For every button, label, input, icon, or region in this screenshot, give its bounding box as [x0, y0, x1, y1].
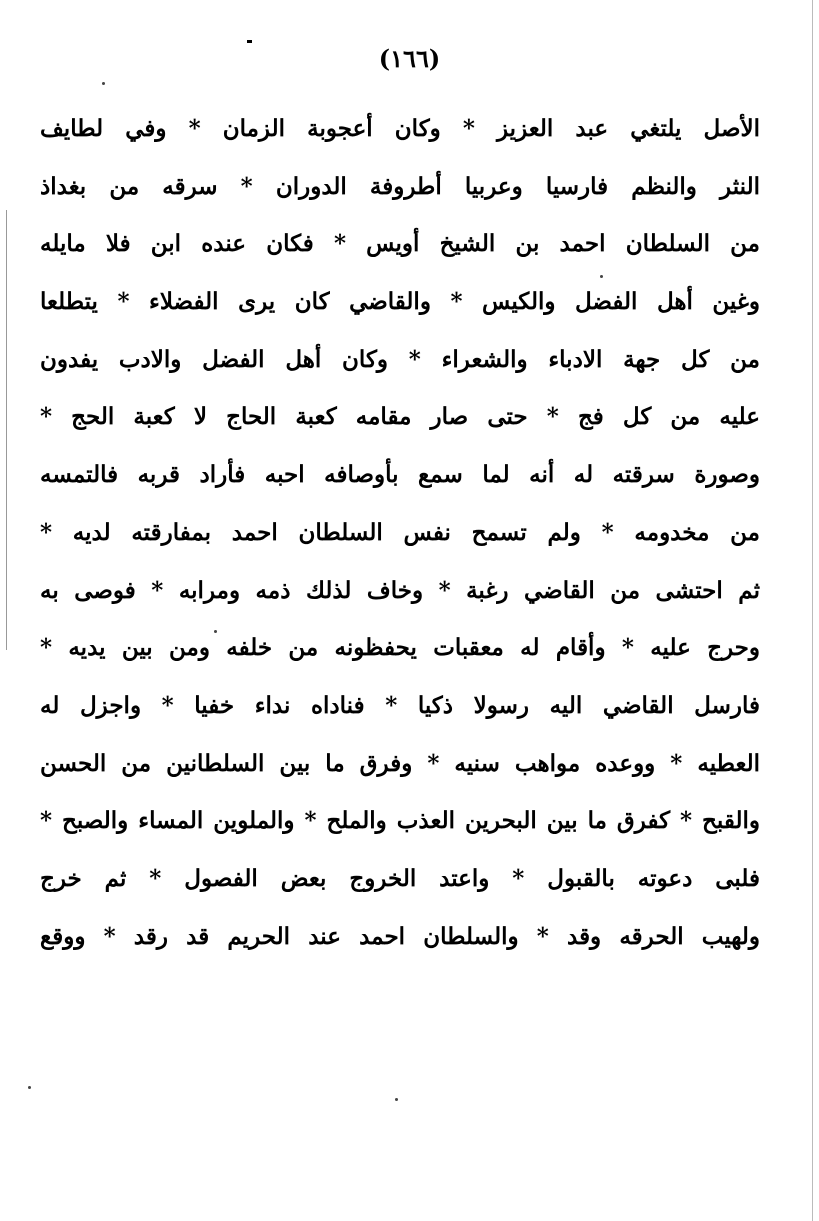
text-line: عليه من كل فج * حتى صار مقامه كعبة الحاج لا كعبة الحج * — [40, 403, 760, 431]
text-line: فلبى دعوته بالقبول * واعتد الخروج بعض الفصول * ثم خرج — [40, 864, 760, 892]
text-line: العطيه * ووعده مواهب سنيه * وفرق ما بين السلطانين من الحسن — [40, 749, 760, 777]
text-line: ثم احتشى من القاضي رغبة * وخاف لذلك ذمه ومرابه * فوصى به — [40, 576, 760, 604]
text-line: النثر والنظم فارسيا وعربيا أطروفة الدوران * سرقه من بغداذ — [40, 172, 760, 200]
page-edge-line — [812, 0, 813, 1221]
scan-speck — [102, 82, 105, 85]
scan-speck — [214, 630, 217, 633]
main-text — [40, 100, 760, 965]
ink-mark — [247, 40, 252, 43]
text-line: من كل جهة الادباء والشعراء * وكان أهل الفضل والادب يفدون — [40, 345, 760, 373]
text-line: فارسل القاضي اليه رسولا ذكيا * فناداه نداء خفيا * واجزل له — [40, 691, 760, 719]
scan-speck — [395, 1098, 398, 1101]
text-line: وحرج عليه * وأقام له معقبات يحفظونه من خلفه ومن بين يديه * — [40, 634, 760, 662]
text-line: وصورة سرقته له أنه لما سمع بأوصافه احبه فأراد قربه فالتمسه — [40, 461, 760, 489]
text-line: وغين أهل الفضل والكيس * والقاضي كان يرى الفضلاء * يتطلعا — [40, 288, 760, 316]
page-number: (١٦٦) — [378, 44, 441, 73]
text-line: ولهيب الحرقه وقد * والسلطان احمد عند الحريم قد رقد * ووقع — [40, 922, 760, 950]
scan-speck — [600, 275, 603, 278]
margin-line — [6, 210, 7, 650]
text-line: والقبح * كفرق ما بين البحرين العذب والملح * والملوين المساء والصبح * — [40, 807, 760, 835]
scan-speck — [28, 1086, 31, 1089]
text-line: من السلطان احمد بن الشيخ أويس * فكان عنده ابن فلا مايله — [40, 230, 760, 258]
text-line: الأصل يلتغي عبد العزيز * وكان أعجوبة الزمان * وفي لطايف — [40, 115, 760, 142]
text-line: من مخدومه * ولم تسمح نفس السلطان احمد بمفارقته لديه * — [40, 518, 760, 546]
